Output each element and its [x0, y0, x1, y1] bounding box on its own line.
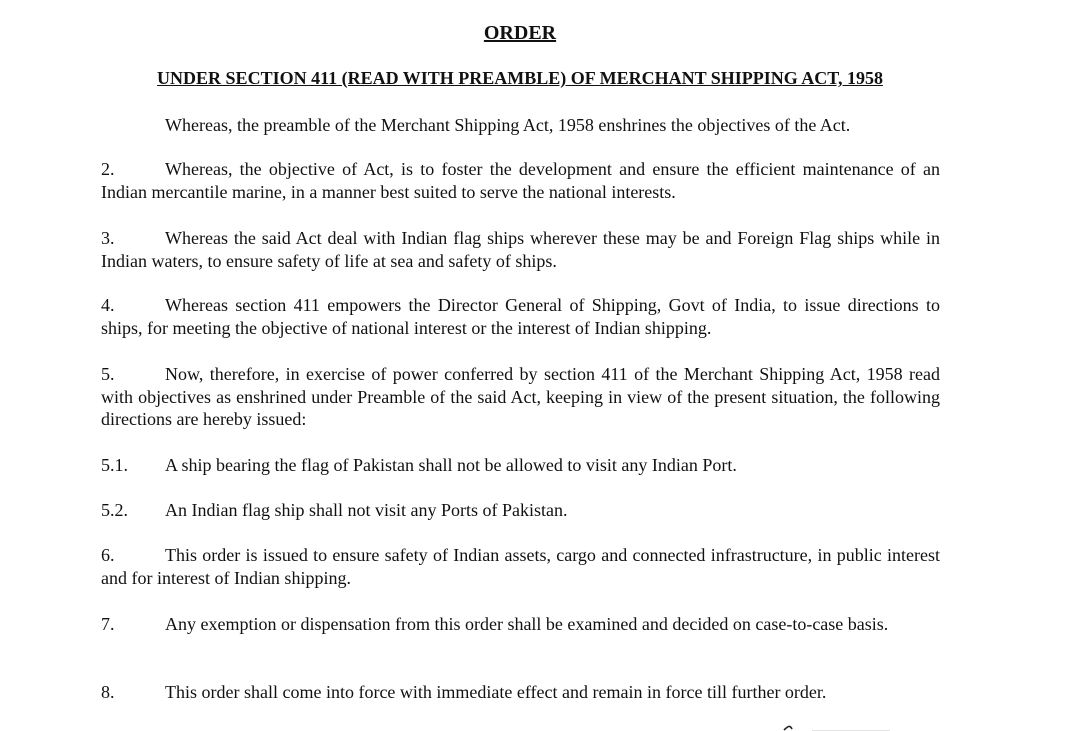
paragraph-5 [101, 363, 940, 431]
paragraph-number: 3. [101, 228, 115, 248]
paragraph-number: 5. [101, 364, 115, 384]
paragraph-number: 8. [101, 682, 115, 702]
paragraph-4 [101, 294, 940, 339]
paragraph-text: Whereas, the objective of Act, is to foster the development and ensure the efficient maintenance of an Indian mercantile marine, in a manner best suited to serve the national interests. [101, 159, 940, 202]
paragraph-number: 5.1. [101, 455, 128, 475]
paragraph-text: This order is issued to ensure safety of Indian assets, cargo and connected infrastructure, in public interest and for interest of Indian shipping. [101, 545, 940, 588]
paragraph-8 [101, 681, 940, 704]
paragraph-6 [101, 544, 940, 589]
paragraph-5-2 [101, 499, 940, 522]
paragraph-text: This order shall come into force with immediate effect and remain in force till further order. [165, 682, 827, 702]
paragraph-text: Now, therefore, in exercise of power conferred by section 411 of the Merchant Shipping Act, 1958 read with objectives as enshrined under Preamble of the said Act, keeping in view of the present situation, the following directions are hereby issued: [101, 364, 940, 429]
signature-fragment-icon [782, 725, 890, 731]
paragraph-text: An Indian flag ship shall not visit any Ports of Pakistan. [165, 500, 568, 520]
paragraph-3 [101, 227, 940, 272]
paragraph-number: 2. [101, 159, 115, 179]
paragraph-5-1 [101, 454, 940, 477]
page-title: ORDER [483, 22, 557, 44]
paragraph-number: 7. [101, 614, 115, 634]
paragraph-text: Whereas the said Act deal with Indian flag ships wherever these may be and Foreign Flag ships while in Indian waters, to ensure safety of life at sea and safety of ships. [101, 228, 940, 271]
paragraph-number: 4. [101, 295, 115, 315]
paragraph-text: A ship bearing the flag of Pakistan shall not be allowed to visit any Indian Port. [165, 455, 737, 475]
paragraph-7 [101, 613, 940, 636]
page-subtitle: UNDER SECTION 411 (READ WITH PREAMBLE) OF MERCHANT SHIPPING ACT, 1958 [157, 68, 883, 88]
paragraph-number: 5.2. [101, 500, 128, 520]
paragraph-2 [101, 158, 940, 203]
paragraph-text: Any exemption or dispensation from this order shall be examined and decided on case-to-case basis. [165, 614, 889, 634]
preamble-paragraph: Whereas, the preamble of the Merchant Shipping Act, 1958 enshrines the objectives of the Act. [165, 115, 851, 135]
paragraph-number: 6. [101, 545, 115, 565]
paragraph-text: Whereas section 411 empowers the Director General of Shipping, Govt of India, to issue directions to ships, for meeting the objective of national interest or the interest of Indian shipping. [101, 295, 940, 338]
